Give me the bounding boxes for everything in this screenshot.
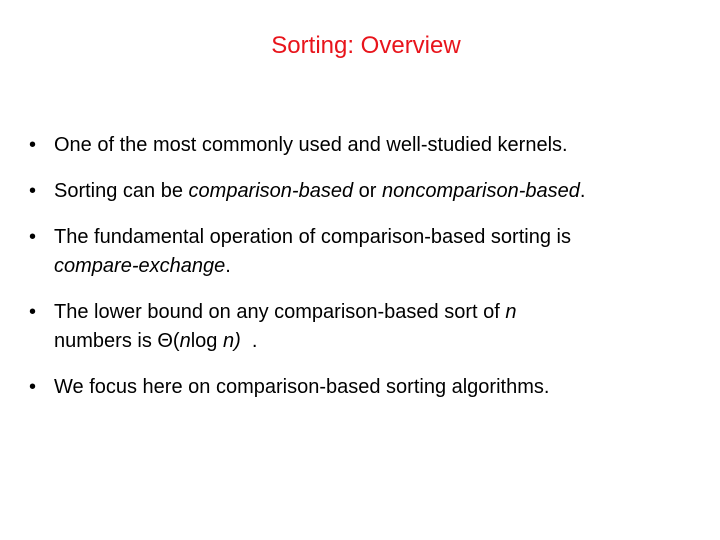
- bullet-text: log: [190, 330, 223, 352]
- bullet-text-line: [54, 131, 708, 160]
- bullet-text: .: [579, 180, 586, 202]
- bullet-text: One of the most commonly used and well-studied kernels.: [54, 134, 568, 156]
- bullet-text: We focus here on comparison-based sorting algorithms.: [54, 376, 550, 398]
- bullet-text: .: [240, 330, 258, 352]
- bullet-item: [28, 373, 708, 402]
- bullet-text: The lower bound on any comparison-based sort of: [54, 301, 506, 323]
- bullet-text-line: [54, 327, 708, 356]
- slide-title: Sorting: Overview: [271, 32, 461, 59]
- math-variable: n): [222, 330, 241, 352]
- math-variable: n: [179, 330, 191, 352]
- bullet-text-line: [54, 252, 708, 281]
- bullet-item: [28, 223, 708, 281]
- emphasis-term: compare-exchange: [54, 255, 226, 277]
- bullet-marker: •: [29, 376, 37, 398]
- bullet-text: Sorting can be: [54, 180, 189, 202]
- bullet-marker: •: [29, 134, 37, 156]
- bullet-text: .: [225, 255, 231, 277]
- bullet-text-line: [54, 298, 708, 327]
- math-variable: n: [505, 301, 517, 323]
- bullet-text: The fundamental operation of comparison-based sorting is: [54, 226, 571, 248]
- emphasis-term: comparison-based: [188, 180, 354, 202]
- bullet-list: [28, 131, 708, 419]
- bullet-item: [28, 131, 708, 160]
- bullet-text-line: [54, 223, 708, 252]
- bullet-text: numbers is Θ(: [54, 330, 180, 352]
- bullet-text-line: [54, 177, 708, 206]
- bullet-marker: •: [29, 301, 37, 323]
- bullet-item: [28, 177, 708, 206]
- bullet-text-line: [54, 373, 708, 402]
- bullet-item: [28, 298, 708, 356]
- emphasis-term: noncomparison-based: [381, 180, 580, 202]
- bullet-marker: •: [29, 180, 37, 202]
- bullet-marker: •: [29, 226, 37, 248]
- bullet-text: or: [353, 180, 382, 202]
